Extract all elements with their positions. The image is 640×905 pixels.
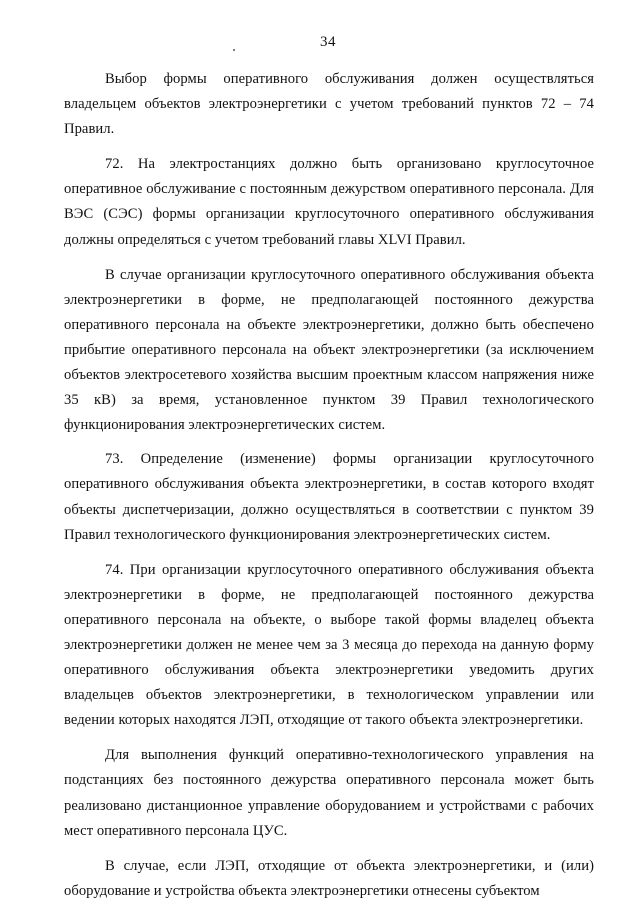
paragraph-remote-control: Для выполнения функций оперативно-технологического управления на подстанциях без постоянного дежурства оперативного персонала может быть реализовано дистанционное управление оборудованием и устройствами с рабочих мест оперативного персонала ЦУС.	[64, 747, 594, 839]
paragraph-choice-of-service-form: Выбор формы оперативного обслуживания должен осуществляться владельцем объектов электроэнергетики с учетом требований пунктов 72 – 74 Правил.	[64, 71, 594, 138]
paragraph-lep-equipment: В случае, если ЛЭП, отходящие от объекта электроэнергетики, и (или) оборудование и устройства объекта электроэнергетики отнесены субъектом	[64, 857, 594, 899]
paragraph-item-74: 74. При организации круглосуточного оперативного обслуживания объекта электроэнергетики в форме, не предполагающей постоянного дежурства оперативного персонала на объекте, о выборе такой формы владелец объекта электроэнергетики должен не менее чем за 3 месяца до перехода на данную форму оперативного обслуживания объекта электроэнергетики уведомить других владельцев объектов электроэнергетики, в технологическом управлении или ведении которых находятся ЛЭП, отходящие от такого объекта электроэнергетики.	[64, 561, 594, 729]
paragraph-item-72: 72. На электростанциях должно быть организовано круглосуточное оперативное обслуживание с постоянным дежурством оперативного персонала. Для ВЭС (СЭС) формы организации круглосуточного оперативного обслуживания должны определяться с учетом требований главы XLVI Правил.	[64, 156, 594, 248]
paragraph-item-73: 73. Определение (изменение) формы организации круглосуточного оперативного обслуживания объекта электроэнергетики, в состав которого входят объекты диспетчеризации, должно осуществляться в соответствии с пунктом 39 Правил технологического функционирования электроэнергетических систем.	[64, 451, 594, 543]
paragraph-arrival-of-personnel: В случае организации круглосуточного оперативного обслуживания объекта электроэнергетики в форме, не предполагающей постоянного дежурства оперативного персонала на объекте электроэнергетики, должно быть обеспечено прибытие оперативного персонала на объект электроэнергетики (за исключением объектов электросетевого хозяйства высшим проектным классом напряжения ниже 35 кВ) за время, установленное пунктом 39 Правил технологического функционирования электроэнергетических систем.	[64, 266, 594, 434]
scan-speck	[233, 49, 235, 51]
document-body	[64, 67, 594, 904]
page-number: 34	[320, 34, 336, 50]
